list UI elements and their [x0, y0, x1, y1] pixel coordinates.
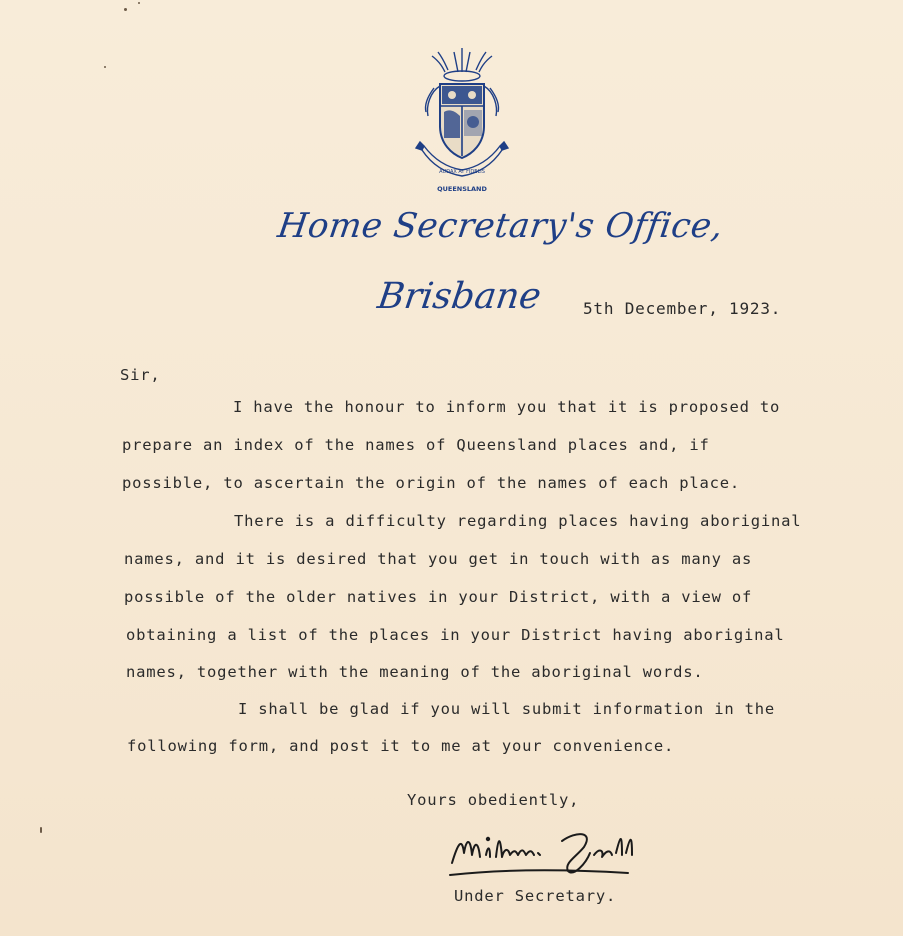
queensland-crest — [410, 46, 514, 196]
paragraph-2-line-5: names, together with the meaning of the aboriginal words. — [126, 663, 704, 681]
paragraph-1-line-1: I have the honour to inform you that it is proposed to — [233, 398, 781, 416]
crest-shield — [440, 84, 484, 158]
signatory-title: Under Secretary. — [454, 887, 617, 905]
paragraph-3-line-2: following form, and post it to me at your convenience. — [127, 737, 675, 755]
paragraph-2-line-2: names, and it is desired that you get in touch with as many as — [124, 550, 753, 568]
paper-speck — [124, 8, 127, 11]
letter-date: 5th December, 1923. — [583, 299, 782, 318]
letterhead-office: Home Secretary's Office, — [275, 206, 726, 246]
paragraph-2-line-3: possible of the older natives in your District, with a view of — [124, 588, 753, 606]
salutation: Sir, — [120, 366, 161, 384]
crest-label: QUEENSLAND — [437, 185, 487, 193]
crest-wreath — [444, 71, 480, 81]
paragraph-2-line-4: obtaining a list of the places in your District having aboriginal — [126, 626, 785, 644]
closing: Yours obediently, — [407, 791, 580, 809]
handwritten-signature — [444, 823, 694, 883]
paragraph-2-line-1: There is a difficulty regarding places having aboriginal — [234, 512, 802, 530]
paragraph-1-line-3: possible, to ascertain the origin of the names of each place. — [122, 474, 741, 492]
paper-speck — [40, 827, 42, 833]
crest-motto: AUDAX AT FIDELIS — [439, 169, 485, 175]
paragraph-1-line-2: prepare an index of the names of Queensland places and, if — [122, 436, 710, 454]
paragraph-3-line-1: I shall be glad if you will submit information in the — [238, 700, 775, 718]
paper-speck — [138, 2, 140, 4]
paper-speck — [104, 66, 106, 68]
crest-supporter-left — [428, 86, 441, 116]
crest-supporter-right — [484, 86, 497, 116]
letterhead-city: Brisbane — [375, 276, 544, 317]
